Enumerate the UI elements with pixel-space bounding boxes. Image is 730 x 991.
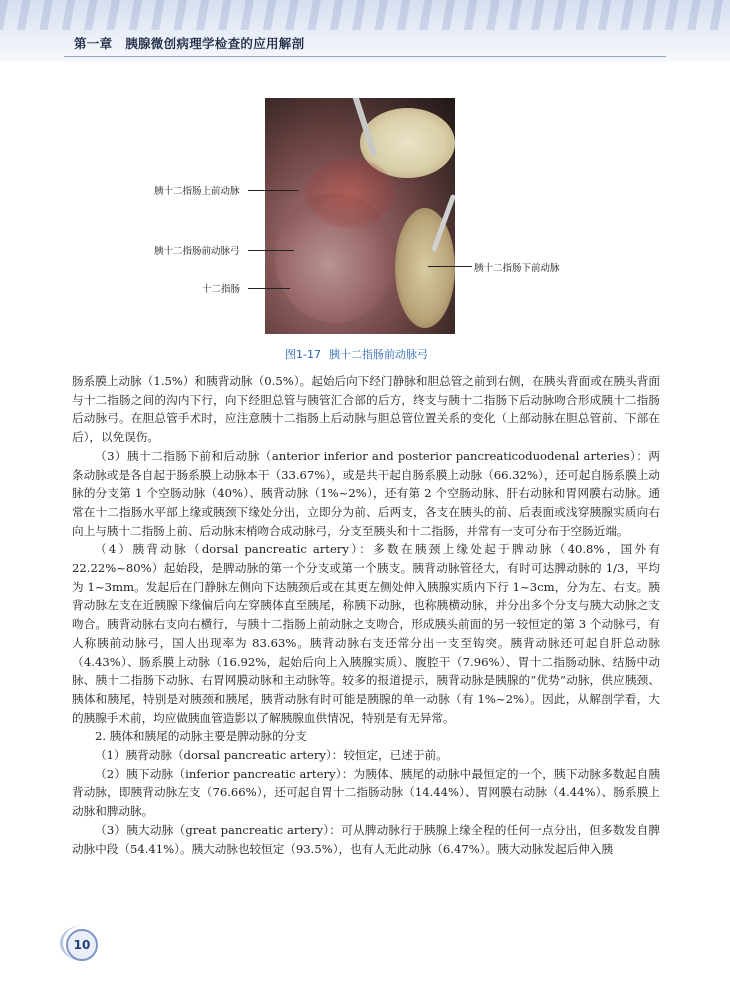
anatomy-photo <box>265 98 455 334</box>
paragraph: 肠系膜上动脉（1.5%）和胰背动脉（0.5%）。起始后向下经门静脉和胆总管之前到右侧，在胰头背面或在胰头背面与十二指肠之间的沟内下行，向下经胆总管与胰管汇合部的后方，终支与胰十二指肠下后动脉吻合形成胰十二指肠后动脉弓。在胆总管手术时，应注意胰十二指肠上后动脉与胆总管位置关系的变化（上部动脉在胆总管前、下部在后），以免误伤。 <box>72 374 660 445</box>
paragraph: （4）胰背动脉（dorsal pancreatic artery）：多数在胰颈上缘处起于脾动脉（40.8%，国外有 22.22%~80%）起始段，是脾动脉的第一个分支或第一个胰支。胰背动脉管径大，有时可达脾动脉的 1/3，平均为 1~3mm。发起后在门静脉左侧向下达胰颈后或在其更左侧处伸入胰腺实质内下行 1~3cm，分为左、右支。胰背动脉左支在近胰腺下缘偏后向左穿胰体直至胰尾，称胰下动脉，也称胰横动脉，并分出多个分支与胰大动脉之支吻合。胰背动脉右支向右横行，与胰十二指肠上前动脉之支吻合，形成胰头前面的另一较恒定的第 3 个动脉弓，有人称胰前动脉弓，国人出现率为 83.63%。胰背动脉右支还常分出一支至钩突。胰背动脉还可起自肝总动脉（4.43%）、肠系膜上动脉（16.92%，起始后向上入胰腺实质）、腹腔干（7.96%）、胃十二指肠动脉、结肠中动脉、胰十二指肠下动脉、右胃网膜动脉和主动脉等。较多的报道提示，胰背动脉是胰腺的“优势”动脉，供应胰颈、胰体和胰尾，特别是对胰颈和胰尾，胰背动脉有时可能是胰腺的单一动脉（有 1%~2%）。因此，从解剖学看，大的胰腺手术前，均应做胰血管造影以了解胰腺血供情况，特别是有无异常。 <box>72 542 660 725</box>
pancreas-tissue-lower <box>395 208 455 328</box>
chapter-title: 第一章 胰腺微创病理学检查的应用解剖 <box>74 36 305 51</box>
figure-caption-text: 胰十二指肠前动脉弓 <box>328 348 428 361</box>
leader-line-3 <box>248 288 290 289</box>
label-inferior-anterior-pancreaticoduodenal-artery: 胰十二指肠下前动脉 <box>474 263 560 274</box>
page-number: 10 <box>66 929 98 961</box>
section-heading: 2. 胰体和胰尾的动脉主要是脾动脉的分支 <box>95 729 307 744</box>
figure-number: 图1-17 <box>285 348 321 361</box>
header-rule <box>64 56 666 57</box>
paragraph: （3）胰十二指肠下前和后动脉（anterior inferior and posterior pancreaticoduodenal arteries）：两条动脉或是各自起于肠系膜上动脉本干（33.67%），或是共干起自肠系膜上动脉（66.32%），还可起自肠系膜上动脉的分支第 1 个空肠动脉（40%）、胰背动脉（1%~2%），还有第 2 个空肠动脉、肝右动脉和胃网膜右动脉。通常在十二指肠水平部上缘或胰颈下缘处分出，立即分为前、后两支，各支在胰头的前、后表面或浅穿胰腺实质向右向上与胰十二指肠上前、后动脉末梢吻合成动脉弓，分支至胰头和十二指肠，并常有一支可分布于空肠近端。 <box>72 448 660 538</box>
paragraph: （1）胰背动脉（dorsal pancreatic artery）：较恒定，已述于前。 <box>95 748 448 763</box>
label-anterior-pancreaticoduodenal-arcade: 胰十二指肠前动脉弓 <box>154 246 240 257</box>
figure-caption <box>285 346 428 362</box>
leader-line-2 <box>248 250 294 251</box>
header-band <box>0 0 730 62</box>
label-duodenum: 十二指肠 <box>202 284 241 295</box>
leader-line-1 <box>248 190 298 191</box>
body-text <box>72 372 660 858</box>
paragraph: （2）胰下动脉（inferior pancreatic artery）：为胰体、胰尾的动脉中最恒定的一个，胰下动脉多数起自胰背动脉，即胰背动脉左支（76.66%），还可起自胃十二指肠动脉（14.44%）、胃网膜右动脉（4.44%）、肠系膜上动脉和脾动脉。 <box>72 766 660 819</box>
leader-line-4 <box>428 266 472 267</box>
label-superior-anterior-pancreaticoduodenal-artery: 胰十二指肠上前动脉 <box>154 186 240 197</box>
header-stripe-decoration <box>0 0 730 30</box>
paragraph: （3）胰大动脉（great pancreatic artery）：可从脾动脉行于胰腺上缘全程的任何一点分出，但多数发自脾动脉中段（54.41%）。胰大动脉也较恒定（93.5%），也有人无此动脉（6.47%）。胰大动脉发起后伸入胰 <box>72 822 660 856</box>
vessel-region <box>305 158 395 228</box>
